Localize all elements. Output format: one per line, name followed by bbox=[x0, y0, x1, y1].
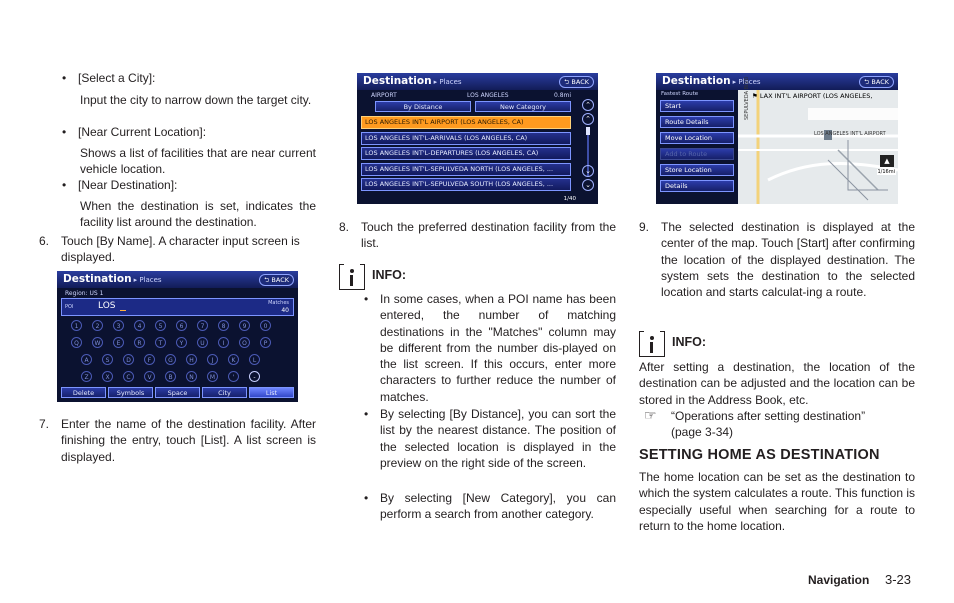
new-category-button[interactable]: New Category bbox=[475, 101, 571, 112]
step-6-number: 6. bbox=[39, 234, 50, 248]
page-up-button[interactable]: ⌃ bbox=[582, 113, 594, 125]
key-button[interactable]: H bbox=[186, 354, 197, 365]
key-button[interactable]: J bbox=[207, 354, 218, 365]
destination-map-screen bbox=[656, 73, 898, 204]
bullet-near-destination-desc: When the destination is set, indicates the facility list around the destination. bbox=[80, 199, 316, 230]
key-button[interactable]: F bbox=[144, 354, 155, 365]
keyboard-city-button[interactable]: City bbox=[202, 387, 247, 398]
page-indicator: 1/40 bbox=[563, 196, 576, 202]
screen-title: Destination ▸ Places bbox=[63, 273, 162, 285]
by-distance-button[interactable]: By Distance bbox=[375, 101, 471, 112]
step-9-text: The selected destination is displayed at the center of the map. Touch [Start] after confirming the location of the displayed destination. The system sets the destination to the selected location and starts calculat-ing a route. bbox=[661, 220, 915, 300]
info-heading: INFO: bbox=[672, 335, 707, 349]
map-drawing bbox=[738, 90, 898, 204]
bullet-near-current-desc: Shows a list of facilities that are near current vehicle location. bbox=[80, 146, 316, 177]
page-down-button[interactable]: ⌄ bbox=[582, 165, 594, 177]
key-button[interactable]: B bbox=[165, 371, 176, 382]
destination-list-item[interactable]: LOS ANGELES INT'L-ARRIVALS (LOS ANGELES, CA) bbox=[361, 132, 571, 145]
category-label: AIRPORT bbox=[371, 92, 397, 99]
menu-move-location-button[interactable]: Move Location bbox=[660, 132, 734, 144]
key-button[interactable]: 0 bbox=[260, 320, 271, 331]
key-button[interactable]: I bbox=[218, 337, 229, 348]
distance-label: 0.8mi bbox=[554, 92, 572, 99]
key-button[interactable]: 6 bbox=[176, 320, 187, 331]
route-type-label: Fastest Route bbox=[661, 91, 699, 97]
back-button[interactable]: ⮌ BACK bbox=[259, 274, 294, 286]
menu-route-details-button[interactable]: Route Details bbox=[660, 116, 734, 128]
poi-label: POI bbox=[65, 304, 74, 310]
menu-store-location-button[interactable]: Store Location bbox=[660, 164, 734, 176]
destination-list-screen bbox=[357, 73, 598, 204]
info-heading: INFO: bbox=[372, 268, 407, 282]
scroll-down-button[interactable]: ⌄ bbox=[582, 179, 594, 191]
back-button[interactable]: ⮌ BACK bbox=[859, 76, 894, 88]
menu-add-to-route-button[interactable]: Add to Route bbox=[660, 148, 734, 160]
step-6-text: Touch [By Name]. A character input screen is displayed. bbox=[61, 234, 300, 265]
key-button[interactable]: N bbox=[186, 371, 197, 382]
character-input-screen bbox=[57, 271, 298, 402]
menu-details-button[interactable]: Details bbox=[660, 180, 734, 192]
key-button[interactable]: T bbox=[155, 337, 166, 348]
info-bullet-2: • By selecting [By Distance], you can sort the list by the nearest distance. The position of the selected location is displayed in the preview on the right side of the screen. bbox=[380, 406, 616, 471]
reference-icon: ☞ bbox=[644, 407, 657, 423]
step-7-text: Enter the name of the destination facility. After finishing the entry, touch [List]. A list screen is displayed. bbox=[61, 417, 316, 464]
back-button[interactable]: ⮌ BACK bbox=[559, 76, 594, 88]
info-bullet-3: • By selecting [New Category], you can perform a search from another category. bbox=[380, 490, 616, 523]
key-button[interactable]: ' bbox=[228, 371, 239, 382]
poi-input-text: LOS bbox=[98, 301, 116, 311]
step-9-number: 9. bbox=[639, 220, 650, 234]
key-button[interactable]: C bbox=[123, 371, 134, 382]
bullet-select-city: • [Select a City]: bbox=[78, 70, 155, 86]
region-label: Region: US 1 bbox=[65, 290, 104, 297]
info-icon bbox=[339, 264, 365, 290]
key-button[interactable]: M bbox=[207, 371, 218, 382]
key-button[interactable]: 5 bbox=[155, 320, 166, 331]
key-button[interactable]: L bbox=[249, 354, 260, 365]
step-8-text: Touch the preferred destination facility from the list. bbox=[361, 220, 616, 251]
step-8 bbox=[339, 219, 616, 252]
key-button[interactable]: P bbox=[260, 337, 271, 348]
bullet-near-destination: • [Near Destination]: bbox=[78, 177, 177, 193]
key-button[interactable]: 9 bbox=[239, 320, 250, 331]
step-7 bbox=[39, 416, 316, 465]
key-button[interactable]: 4 bbox=[134, 320, 145, 331]
key-button[interactable]: - bbox=[249, 371, 260, 382]
destination-list-item[interactable]: LOS ANGELES INT'L AIRPORT (LOS ANGELES, CA) bbox=[361, 116, 571, 129]
key-button[interactable]: O bbox=[239, 337, 250, 348]
key-button[interactable]: V bbox=[144, 371, 155, 382]
info-text: After setting a destination, the location of the destination can be adjusted and the location can be stored in the Address Book, etc. bbox=[639, 360, 915, 407]
info-icon bbox=[639, 331, 665, 357]
destination-list-item[interactable]: LOS ANGELES INT'L-SEPULVEDA NORTH (LOS ANGELES, ... bbox=[361, 163, 571, 176]
key-button[interactable]: A bbox=[81, 354, 92, 365]
key-button[interactable]: 1 bbox=[71, 320, 82, 331]
key-button[interactable]: Q bbox=[71, 337, 82, 348]
step-6 bbox=[39, 233, 316, 266]
key-button[interactable]: X bbox=[102, 371, 113, 382]
step-7-number: 7. bbox=[39, 417, 50, 431]
section-text: The home location can be set as the destination to which the system calculates a route. This function is especially useful when searching for a route to return to the home location. bbox=[639, 470, 915, 533]
destination-list-item[interactable]: LOS ANGELES INT'L-SEPULVEDA SOUTH (LOS ANGELES, ... bbox=[361, 178, 571, 191]
matches-value: 40 bbox=[281, 307, 289, 314]
key-button[interactable]: 3 bbox=[113, 320, 124, 331]
screen-title: Destination ▸ Places bbox=[662, 75, 761, 87]
key-button[interactable]: U bbox=[197, 337, 208, 348]
key-button[interactable]: Z bbox=[81, 371, 92, 382]
key-button[interactable]: K bbox=[228, 354, 239, 365]
poi-input-field[interactable] bbox=[61, 298, 294, 316]
footer-page-number: 3-23 bbox=[885, 572, 912, 587]
info-bullet-1: • In some cases, when a POI name has been entered, the number of matching destinations in the "Matches" column may be different from the number dis-played on the list screen. If this occurs, enter more characters to further reduce the number of matches. bbox=[380, 291, 616, 405]
matches-label: Matches bbox=[268, 300, 289, 306]
scroll-thumb[interactable] bbox=[586, 127, 590, 135]
key-button[interactable]: 8 bbox=[218, 320, 229, 331]
menu-start-button[interactable]: Start bbox=[660, 100, 734, 112]
bullet-select-city-desc: Input the city to narrow down the target city. bbox=[80, 93, 312, 107]
destination-flag-label: ⚑ LAX INT'L AIRPORT (LOS ANGELES, bbox=[752, 92, 873, 100]
cursor bbox=[120, 310, 126, 311]
keyboard-delete-button[interactable]: Delete bbox=[61, 387, 106, 398]
footer-section: Navigation bbox=[808, 573, 870, 587]
key-button[interactable]: 7 bbox=[197, 320, 208, 331]
reference-text: “Operations after setting destination” bbox=[671, 409, 866, 423]
key-button[interactable]: S bbox=[102, 354, 113, 365]
bullet-near-current: • [Near Current Location]: bbox=[78, 124, 206, 140]
key-button[interactable]: 2 bbox=[92, 320, 103, 331]
reference-page: (page 3-34) bbox=[671, 425, 734, 439]
keyboard-symbols-button[interactable]: Symbols bbox=[108, 387, 153, 398]
destination-list-item[interactable]: LOS ANGELES INT'L-DEPARTURES (LOS ANGELES, CA) bbox=[361, 147, 571, 160]
scroll-up-button[interactable]: ⌃ bbox=[582, 99, 594, 111]
key-button[interactable]: Y bbox=[176, 337, 187, 348]
keyboard-space-button[interactable]: Space bbox=[155, 387, 200, 398]
key-button[interactable]: R bbox=[134, 337, 145, 348]
compass-icon[interactable]: ▲ bbox=[880, 155, 894, 167]
key-button[interactable]: G bbox=[165, 354, 176, 365]
street-label: SEPULVEDA BLVD bbox=[744, 76, 750, 120]
section-title: SETTING HOME AS DESTINATION bbox=[639, 447, 880, 463]
city-label: LOS ANGELES bbox=[467, 92, 509, 99]
key-button[interactable]: D bbox=[123, 354, 134, 365]
map-poi-label: LOS ANGELES INT'L AIRPORT bbox=[814, 131, 886, 137]
step-8-number: 8. bbox=[339, 220, 350, 234]
keyboard-list-button[interactable]: List bbox=[249, 387, 294, 398]
map-scale: 1/16mi bbox=[877, 169, 895, 175]
key-button[interactable]: W bbox=[92, 337, 103, 348]
key-button[interactable]: E bbox=[113, 337, 124, 348]
step-9 bbox=[639, 219, 915, 300]
screen-title: Destination ▸ Places bbox=[363, 75, 462, 87]
